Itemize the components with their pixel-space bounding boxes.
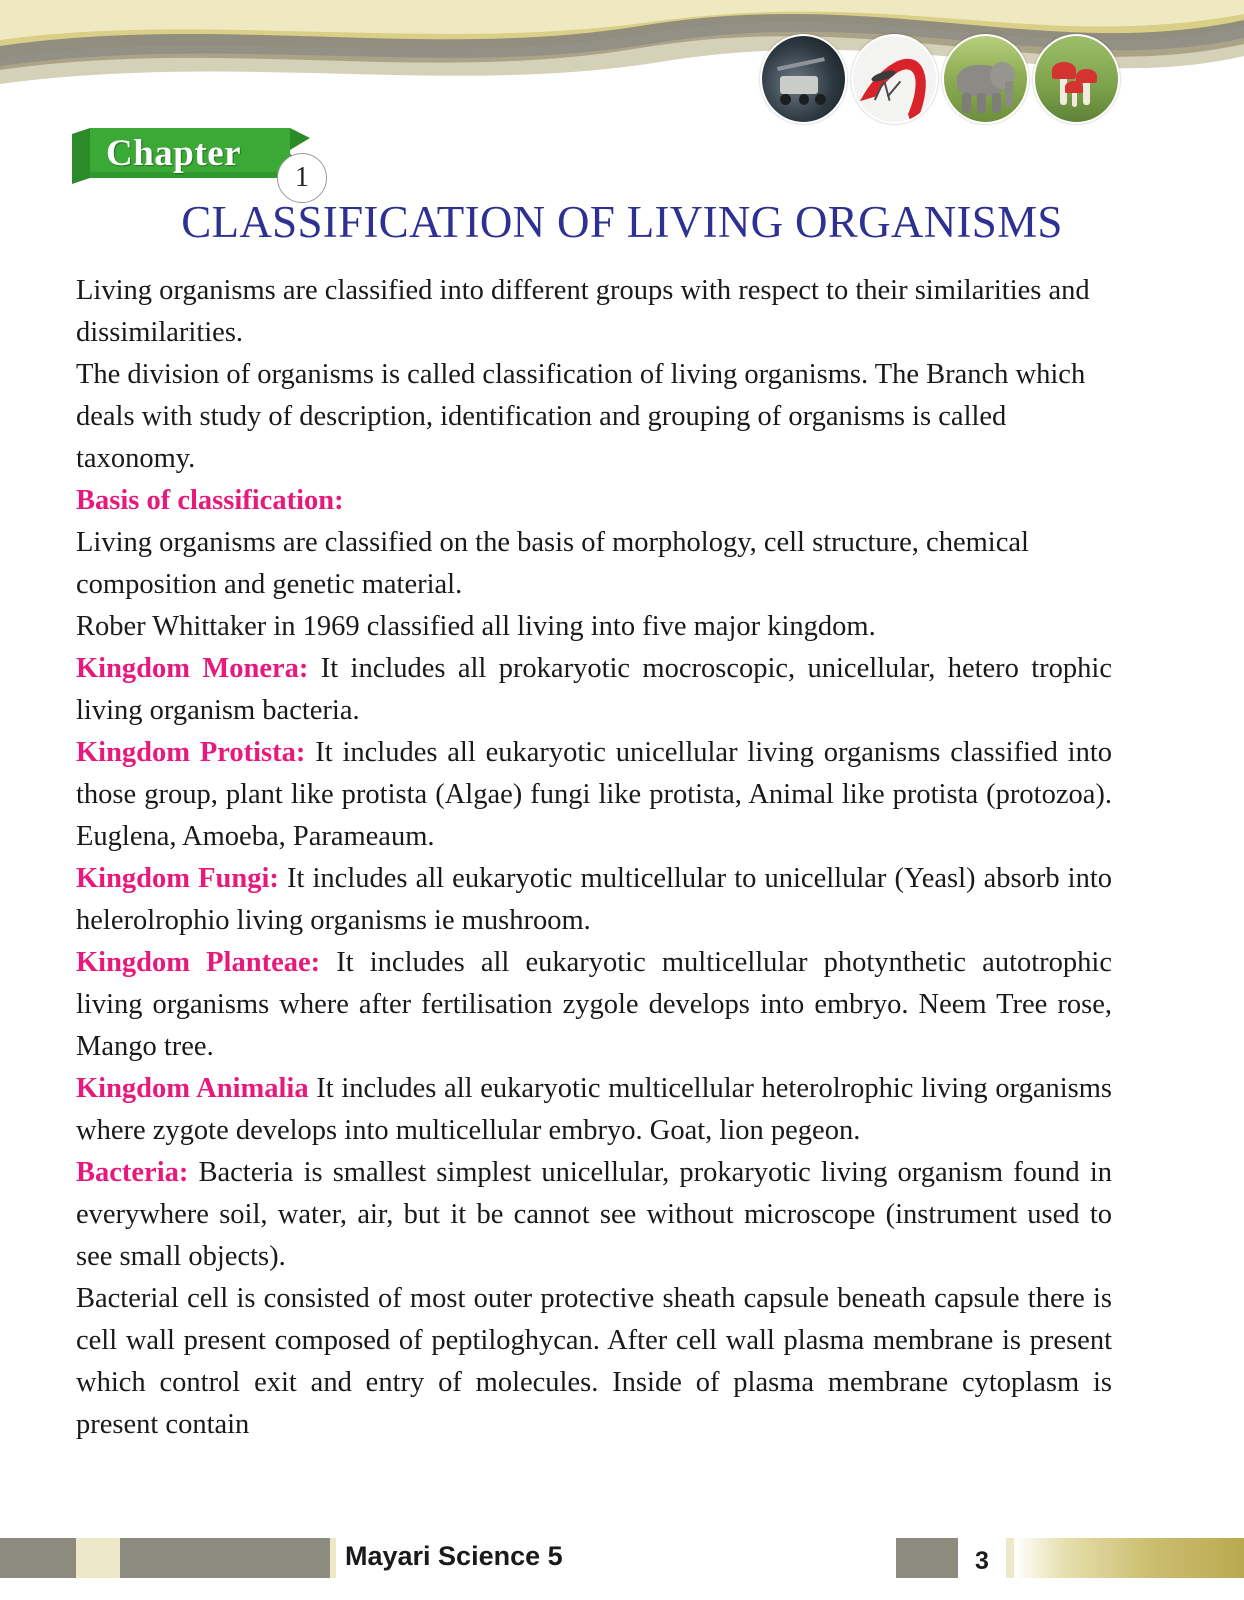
page-number: 3	[975, 1547, 989, 1575]
elephant-photo	[942, 34, 1029, 124]
page-footer	[0, 1518, 1244, 1600]
mars-rover-photo	[760, 34, 847, 124]
paragraph-intro-1: Living organisms are classified into different groups with respect to their similarities and dissimilarities.	[76, 275, 1090, 348]
bacteria-heading: Bacteria:	[76, 1157, 189, 1188]
footer-band-4	[330, 1538, 336, 1578]
mushroom-photo	[1033, 34, 1120, 124]
kingdom-fungi-heading: Kingdom Fungi:	[76, 863, 279, 894]
footer-band-7	[1014, 1538, 1244, 1578]
mosquito-magnet-photo	[851, 34, 938, 124]
kingdom-animalia-paragraph	[76, 1068, 1112, 1152]
footer-band-3	[120, 1538, 330, 1578]
bacteria-paragraph	[76, 1152, 1112, 1278]
chapter-number-badge: 1	[277, 153, 327, 203]
kingdom-fungi-paragraph	[76, 858, 1112, 942]
basis-heading-text: Basis of classification:	[76, 485, 344, 516]
footer-band-2	[76, 1538, 120, 1578]
kingdom-planteae-paragraph	[76, 942, 1112, 1068]
kingdom-protista-text: It includes all eukaryotic unicellular living organisms classified into those group, plant like protista (Algae) fungi like protista, Animal like protista (protozoa). Euglena, Amoeba, Parameaum.	[76, 737, 1112, 852]
header-photo-strip	[760, 34, 1120, 124]
footer-band-5	[896, 1538, 958, 1578]
page-title: CLASSIFICATION OF LIVING ORGANISMS	[181, 197, 1063, 247]
kingdom-monera-paragraph	[76, 648, 1112, 732]
bacterial-cell-paragraph: Bacterial cell is consisted of most outer protective sheath capsule beneath capsule there is cell wall present composed of peptiloghycan. After cell wall plasma membrane is present which control exit and entry of molecules. Inside of plasma membrane cytoplasm is present contain	[76, 1283, 1112, 1440]
kingdom-animalia-heading: Kingdom Animalia	[76, 1073, 309, 1104]
kingdom-monera-heading: Kingdom Monera:	[76, 653, 309, 684]
kingdom-fungi-text: It includes all eukaryotic multicellular to unicellular (Yeasl) absorb into helerolrophio living organisms ie mushroom.	[76, 863, 1113, 936]
kingdom-protista-heading: Kingdom Protista:	[76, 737, 306, 768]
chapter-ribbon	[72, 128, 317, 193]
kingdom-monera-text: It includes all prokaryotic mocroscopic, unicellular, hetero trophic living organism bacteria.	[76, 653, 1112, 726]
kingdom-protista-paragraph	[76, 732, 1112, 858]
chapter-body-text	[76, 270, 1112, 1446]
footer-band-1	[0, 1538, 76, 1578]
footer-band-6	[1006, 1538, 1014, 1578]
paragraph-intro-2: The division of organisms is called classification of living organisms. The Branch which deals with study of description, identification and grouping of organisms is called taxonomy.	[76, 359, 1086, 474]
chapter-label: Chapter	[106, 133, 242, 174]
footer-book-title: Mayari Science 5	[345, 1541, 563, 1571]
kingdom-planteae-text: It includes all eukaryotic multicellular photynthetic autotrophic living organisms where after fertilisation zygole develops into embryo. Neem Tree rose, Mango tree.	[76, 947, 1112, 1062]
paragraph-basis: Living organisms are classified on the basis of morphology, cell structure, chemical composition and genetic material.	[76, 527, 1029, 600]
kingdom-animalia-text: It includes all eukaryotic multicellular heterolrophic living organisms where zygote develops into multicellular embryo. Goat, lion pegeon.	[76, 1073, 1112, 1146]
paragraph-whittaker: Rober Whittaker in 1969 classified all living into five major kingdom.	[76, 611, 876, 642]
bacteria-text: Bacteria is smallest simplest unicellular, prokaryotic living organism found in everywhere soil, water, air, but it be cannot see without microscope (instrument used to see small objects).	[76, 1157, 1112, 1272]
kingdom-planteae-heading: Kingdom Planteae:	[76, 947, 321, 978]
basis-of-classification-heading	[76, 480, 1112, 522]
